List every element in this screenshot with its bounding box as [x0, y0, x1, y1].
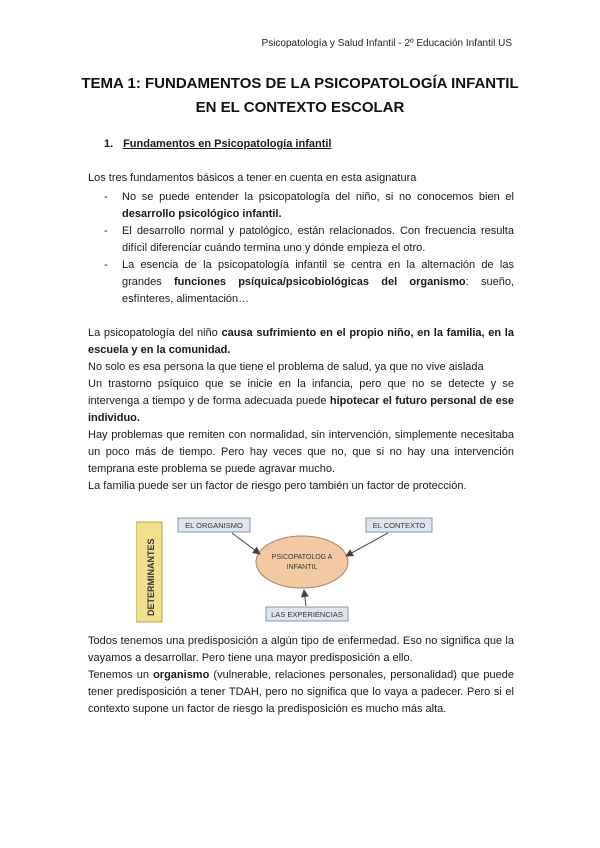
paragraph-isolation: No solo es esa persona la que tiene el problema de salud, ya que no vive aislada: [88, 361, 484, 373]
determinants-diagram: [136, 512, 436, 628]
page-header: Psicopatología y Salud Infantil - 2º Educación Infantil US: [261, 38, 512, 49]
intro-paragraph: Los tres fundamentos básicos a tener en cuenta en esta asignatura: [88, 172, 417, 184]
determinants-label: DETERMINANTES: [146, 538, 156, 616]
arrow-organism: [232, 533, 260, 554]
arrow-experiences: [304, 590, 306, 606]
section-heading: [104, 138, 331, 150]
title-line-1: TEMA 1: FUNDAMENTOS DE LA PSICOPATOLOGÍA INFANTIL: [81, 75, 519, 92]
organism-label: EL ORGANISMO: [185, 521, 243, 530]
para3-bold: hipotecar el futuro personal de ese individuo.: [88, 395, 514, 424]
para7-tail: (vulnerable, relaciones personales, personalidad) que puede tener predisposición a tener TDAH, pero no significa que lo vaya a padecer. Pero si el contexto supone un factor de riesgo la predisposición es mucho más alta.: [88, 669, 514, 715]
bullet-3-tail: : sueño, esfínteres, alimentación…: [122, 276, 514, 305]
paragraph-family: La familia puede ser un factor de riesgo pero también un factor de protección.: [88, 480, 467, 492]
paragraph-suffering: [88, 325, 514, 359]
para1-bold: causa sufrimiento en el propio niño, en la familia, en la escuela y en la comunidad.: [88, 327, 514, 356]
bullet-3-bold: funciones psíquica/psicobiológicas del organismo: [174, 276, 466, 288]
paragraph-remission: Hay problemas que remiten con normalidad, sin intervención, simplemente necesitaba un poco más de tiempo. Pero hay veces que no, que si no hay una intervención temprana este problema se puede agravar mucho.: [88, 429, 514, 475]
arrow-context: [346, 533, 388, 556]
ellipse-line-2: INFANTIL: [286, 564, 318, 571]
paragraph-organism: [88, 667, 514, 718]
list-item: [88, 223, 514, 257]
ellipse-line-1: PSICOPATOLOG A: [271, 554, 333, 561]
section-title: Fundamentos en Psicopatología infantil: [123, 138, 332, 150]
section-number: 1.: [104, 138, 114, 150]
body-text: [88, 170, 514, 495]
para7-text: Tenemos un: [88, 669, 154, 681]
bullet-2-text: El desarrollo normal y patológico, están relacionados. Con frecuencia resulta difícil diferenciar cuándo termina uno y dónde empieza el otro.: [122, 225, 514, 254]
list-item: [88, 257, 514, 308]
para1-text: La psicopatología del niño: [88, 327, 222, 339]
list-item: [88, 189, 514, 223]
bullet-1-text: No se puede entender la psicopatología del niño, si no conocemos bien el: [122, 191, 514, 203]
title-line-2: EN EL CONTEXTO ESCOLAR: [195, 99, 405, 116]
bullet-1-bold: desarrollo psicológico infantil.: [122, 208, 282, 220]
para3-text: Un trastorno psíquico que se inicie en la infancia, pero que no se detecte y se intervenga a tiempo y de forma adecuada puede: [88, 378, 514, 407]
psychopathology-ellipse: [256, 536, 348, 588]
paragraph-predisposition: Todos tenemos una predisposición a algún tipo de enfermedad. Eso no significa que la vayamos a desarrollar. Pero tiene una mayor predisposición a ello.: [88, 635, 514, 664]
fundamentals-list: [88, 189, 514, 308]
para7-bold: organismo: [153, 669, 210, 681]
document-title: [80, 72, 520, 120]
paragraph-disorder: [88, 376, 514, 427]
body-text-2: [88, 633, 514, 718]
experiences-label: LAS EXPERIENCIAS: [271, 610, 343, 619]
context-label: EL CONTEXTO: [372, 521, 426, 530]
bullet-3-text: La esencia de la psicopatología infantil se centra en la alternación de las grandes: [122, 259, 514, 288]
